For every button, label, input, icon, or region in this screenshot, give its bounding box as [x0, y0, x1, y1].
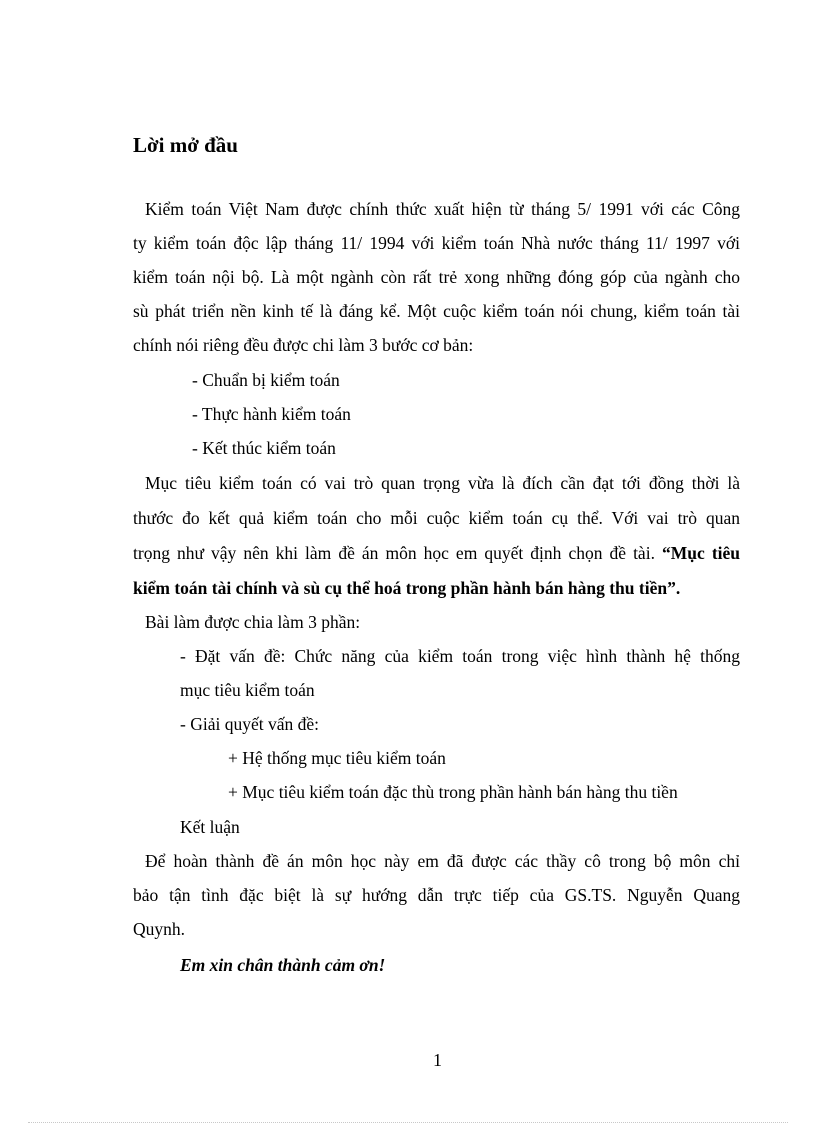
- topic-title-start: “Mục tiêu: [662, 543, 741, 563]
- topic-title-end: kiểm toán tài chính và sù cụ thể hoá trong phần hành bán hàng thu tiền”.: [133, 578, 681, 598]
- part-1-line-2: mục tiêu kiểm toán: [180, 680, 315, 700]
- objective-line-1: Mục tiêu kiểm toán có vai trò quan trọng vừa là đích cần đạt tới đồng thời là: [145, 473, 740, 493]
- objective-line-3-text: trọng như vậy nên khi làm đề án môn học em quyết định chọn đề tài.: [133, 543, 655, 563]
- thanks-line-2: bảo tận tình đặc biệt là sự hướng dẫn trực tiếp của GS.TS. Nguyễn Quang: [133, 885, 740, 905]
- part-2: - Giải quyết vấn đề:: [180, 714, 319, 734]
- objective-line-2: thước đo kết quả kiểm toán cho mỗi cuộc kiểm toán cụ thể. Với vai trò quan: [133, 508, 740, 528]
- part-2-sub-2: + Mục tiêu kiểm toán đặc thù trong phần hành bán hàng thu tiền: [228, 782, 678, 802]
- closing-text: Em xin chân thành cảm ơn!: [180, 955, 386, 975]
- page-number: 1: [433, 1050, 442, 1070]
- step-item-2: - Thực hành kiểm toán: [192, 404, 351, 424]
- intro-line-3: kiểm toán nội bộ. Là một ngành còn rất trẻ xong những đóng góp của ngành cho: [133, 267, 740, 287]
- intro-line-1: Kiểm toán Việt Nam được chính thức xuất hiện từ tháng 5/ 1991 với các Công: [145, 199, 740, 219]
- thanks-line-3: Quynh.: [133, 919, 186, 939]
- part-1-line-1: - Đặt vấn đề: Chức năng của kiểm toán trong việc hình thành hệ thống: [180, 646, 740, 666]
- page-title: Lời mở đầu: [133, 133, 238, 157]
- intro-line-4: sù phát triển nền kinh tế là đáng kể. Một cuộc kiểm toán nói chung, kiểm toán tài: [133, 301, 740, 321]
- thanks-line-1: Để hoàn thành đề án môn học này em đã được các thầy cô trong bộ môn chỉ: [145, 851, 740, 871]
- parts-intro: Bài làm được chia làm 3 phần:: [145, 612, 361, 632]
- step-item-1: - Chuẩn bị kiểm toán: [192, 370, 340, 390]
- objective-line-3: [133, 541, 740, 565]
- part-3: Kết luận: [180, 817, 240, 837]
- step-item-3: - Kết thúc kiểm toán: [192, 438, 336, 458]
- intro-line-5: chính nói riêng đều được chi làm 3 bước cơ bản:: [133, 335, 474, 355]
- intro-line-2: ty kiểm toán độc lập tháng 11/ 1994 với kiểm toán Nhà nước tháng 11/ 1997 với: [133, 233, 740, 253]
- part-2-sub-1: + Hệ thống mục tiêu kiểm toán: [228, 748, 446, 768]
